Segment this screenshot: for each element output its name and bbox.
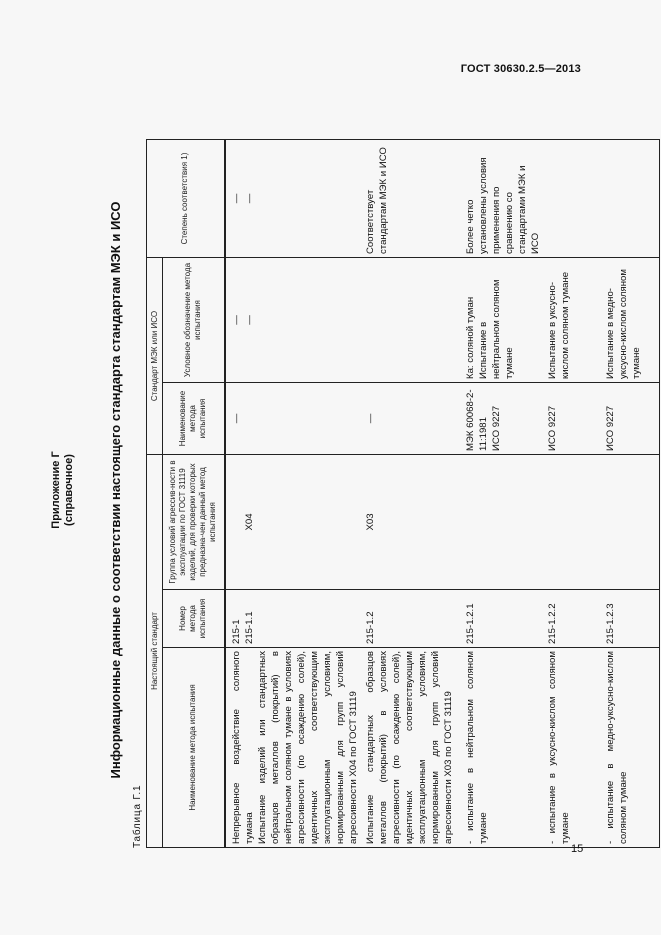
header-method-number: Номер метода испытания [163, 590, 225, 648]
cell-method-number: 215-1.2.1 [462, 590, 544, 648]
main-title: Информационные данные о соответствии настоящего стандарта стандартам МЭК и ИСО [108, 201, 123, 779]
cell-iec-method-name: ИСО 9227 [602, 383, 660, 455]
appendix-title: Приложение Г [50, 451, 62, 529]
cell-compliance [544, 140, 602, 258]
header-conditions-group: Группа условий агрессив-ности в эксплуатации по ГОСТ 31119 изделий, для проверки которых предназна-чен данный метод испытания [163, 455, 225, 590]
cell-method-name: Непрерывное воздействие соляного тумана Испытание изделий или стандартных образцов металлов (покрытий) в нейтральном соляном тумане в условиях агрессивности (по осаждению солей), идентичных соответствующим эксплуатационным условиям, нормированным для групп условий агрессивности Х04 по ГОСТ 31119 [228, 648, 362, 848]
compliance-table [146, 139, 660, 848]
cell-iec-method-name: МЭК 60068-2-11:1981 ИСО 9227 [462, 383, 544, 455]
cell-conditions-group: Х03 [362, 455, 462, 590]
header-compliance: Степень соответствия 1) [147, 140, 225, 258]
cell-method-number: 215-1 215-1.1 [228, 590, 362, 648]
cell-method-number: 215-1.2 [362, 590, 462, 648]
header-iec-method-name: Наименование метода испытания [163, 383, 225, 455]
document-code: ГОСТ 30630.2.5—2013 [460, 63, 581, 75]
cell-conditions-group [602, 455, 660, 590]
cell-compliance: Более четко установлены условия применения по сравнению со стандартами МЭК и ИСО [462, 140, 544, 258]
appendix-subtitle: (справочное) [63, 454, 75, 526]
cell-method-number: 215-1.2.3 [602, 590, 660, 648]
cell-compliance: Соответствует стандартам МЭК и ИСО [362, 140, 462, 258]
cell-iec-method-name: — [362, 383, 462, 455]
table-row [462, 140, 544, 848]
cell-iec-designation [362, 258, 462, 383]
table-caption: Таблица Г.1 [132, 784, 143, 848]
cell-iec-designation: — — [228, 258, 362, 383]
cell-compliance [602, 140, 660, 258]
cell-iec-designation: Испытание в медно-уксусно-кислом соляном тумане [602, 258, 660, 383]
cell-iec-method-name: ИСО 9227 [544, 383, 602, 455]
table-row [544, 140, 602, 848]
cell-iec-method-name: — [228, 383, 362, 455]
header-iec-designation: Условное обозначение метода испытания [163, 258, 225, 383]
cell-method-name: - испытание в медно-уксусно-кислом соляном тумане [602, 648, 660, 848]
rotated-page-content [50, 110, 642, 870]
cell-iec-designation: Испытание в уксусно-кислом соляном тумане [544, 258, 602, 383]
cell-method-number: 215-1.2.2 [544, 590, 602, 648]
page-number: 15 [571, 843, 584, 855]
header-method-name: Наименование метода испытания [163, 648, 225, 848]
cell-conditions-group [462, 455, 544, 590]
cell-conditions-group [544, 455, 602, 590]
cell-method-name: - испытание в уксусно-кислом соляном тумане [544, 648, 602, 848]
table-row [228, 140, 362, 848]
group-header-current: Настоящий стандарт [147, 455, 163, 848]
table-row [362, 140, 462, 848]
cell-method-name: - испытание в нейтральном соляном тумане [462, 648, 544, 848]
cell-method-name: Испытание стандартных образцов металлов (покрытий) в условиях агрессивности (по осаждению солей), идентичных соответствующим эксплуатационным условиям, нормированным для групп условий агрессивности Х03 по ГОСТ 31119 [362, 648, 462, 848]
group-header-iec-iso: Стандарт МЭК или ИСО [147, 258, 163, 455]
cell-iec-designation: Ка: соляной туман Испытание в нейтральном соляном тумане [462, 258, 544, 383]
appendix-heading [50, 110, 76, 870]
table-row [602, 140, 660, 848]
cell-compliance: — — [228, 140, 362, 258]
cell-conditions-group: Х04 [228, 455, 362, 590]
